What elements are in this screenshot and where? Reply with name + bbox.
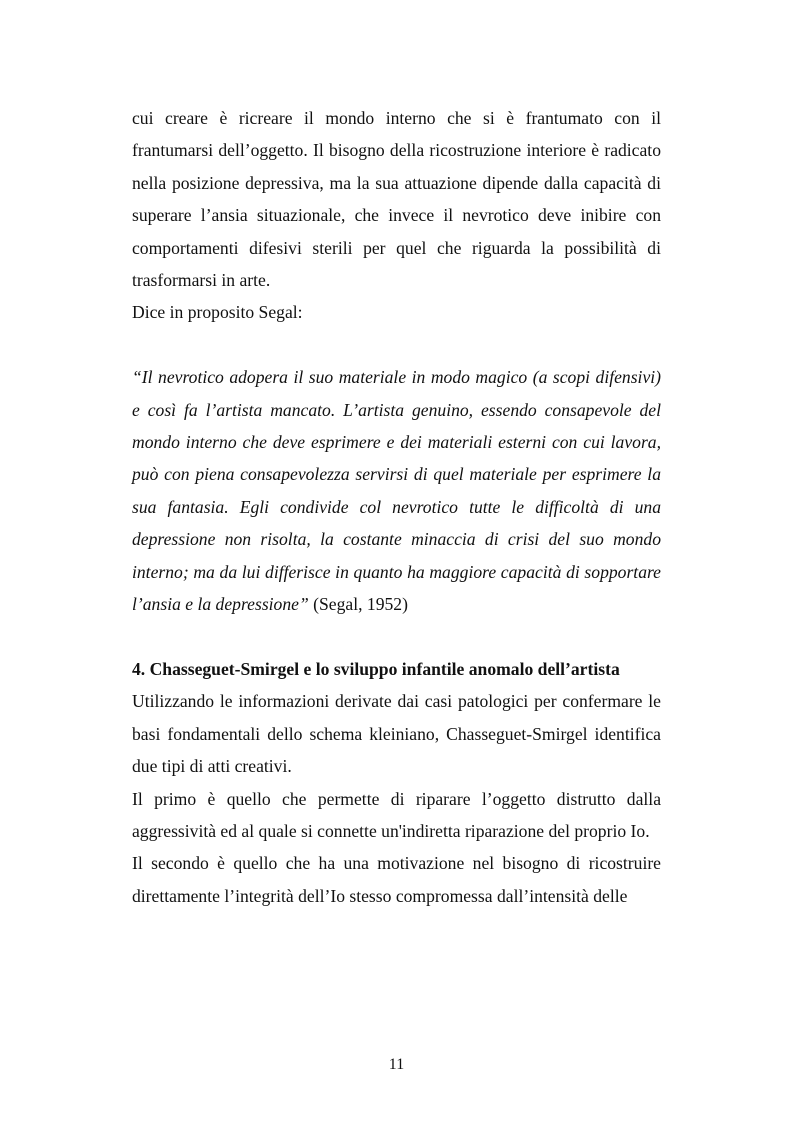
body-paragraph: Il secondo è quello che ha una motivazione nel bisogno di ricostruire direttamente l’integrità dell’Io stesso compromessa dall’intensità delle	[132, 853, 661, 906]
body-paragraph: Il primo è quello che permette di riparare l’oggetto distrutto dalla aggressività ed al quale si connette un'indiretta riparazione del proprio Io.	[132, 788, 661, 841]
page-body	[132, 102, 661, 912]
page-number: 11	[388, 1056, 405, 1073]
block-quote	[132, 361, 661, 620]
body-paragraph: cui creare è ricreare il mondo interno che si è frantumato con il frantumarsi dell’oggetto. Il bisogno della ricostruzione interiore è radicato nella posizione depressiva, ma la sua attuazione dipende dalla capacità di superare l’ansia situazionale, che invece il nevrotico deve inibire con comportamenti difesivi sterili per quel che riguarda la possibilità di trasformarsi in arte.	[132, 108, 661, 291]
section-heading: 4. Chasseguet-Smirgel e lo sviluppo infantile anomalo dell’artista	[132, 658, 620, 679]
quote-text: “Il nevrotico adopera il suo materiale in modo magico (a scopi difensivi) e così fa l’artista mancato. L’artista genuino, essendo consapevole del mondo interno che deve esprimere e dei materiali esterni con cui lavora, può con piena consapevolezza servirsi di quel materiale per esprimere la sua fantasia. Egli condivide col nevrotico tutte le difficoltà di una depressione non risolta, la costante minaccia di crisi del suo mondo interno; ma da lui differisce in quanto ha maggiore capacità di sopportare l’ansia e la depressione”	[132, 367, 661, 615]
body-paragraph: Dice in proposito Segal:	[132, 302, 303, 323]
quote-citation: (Segal, 1952)	[308, 594, 408, 615]
body-paragraph: Utilizzando le informazioni derivate dai casi patologici per confermare le basi fondamentali dello schema kleiniano, Chasseguet-Smirgel identifica due tipi di atti creativi.	[132, 691, 661, 777]
